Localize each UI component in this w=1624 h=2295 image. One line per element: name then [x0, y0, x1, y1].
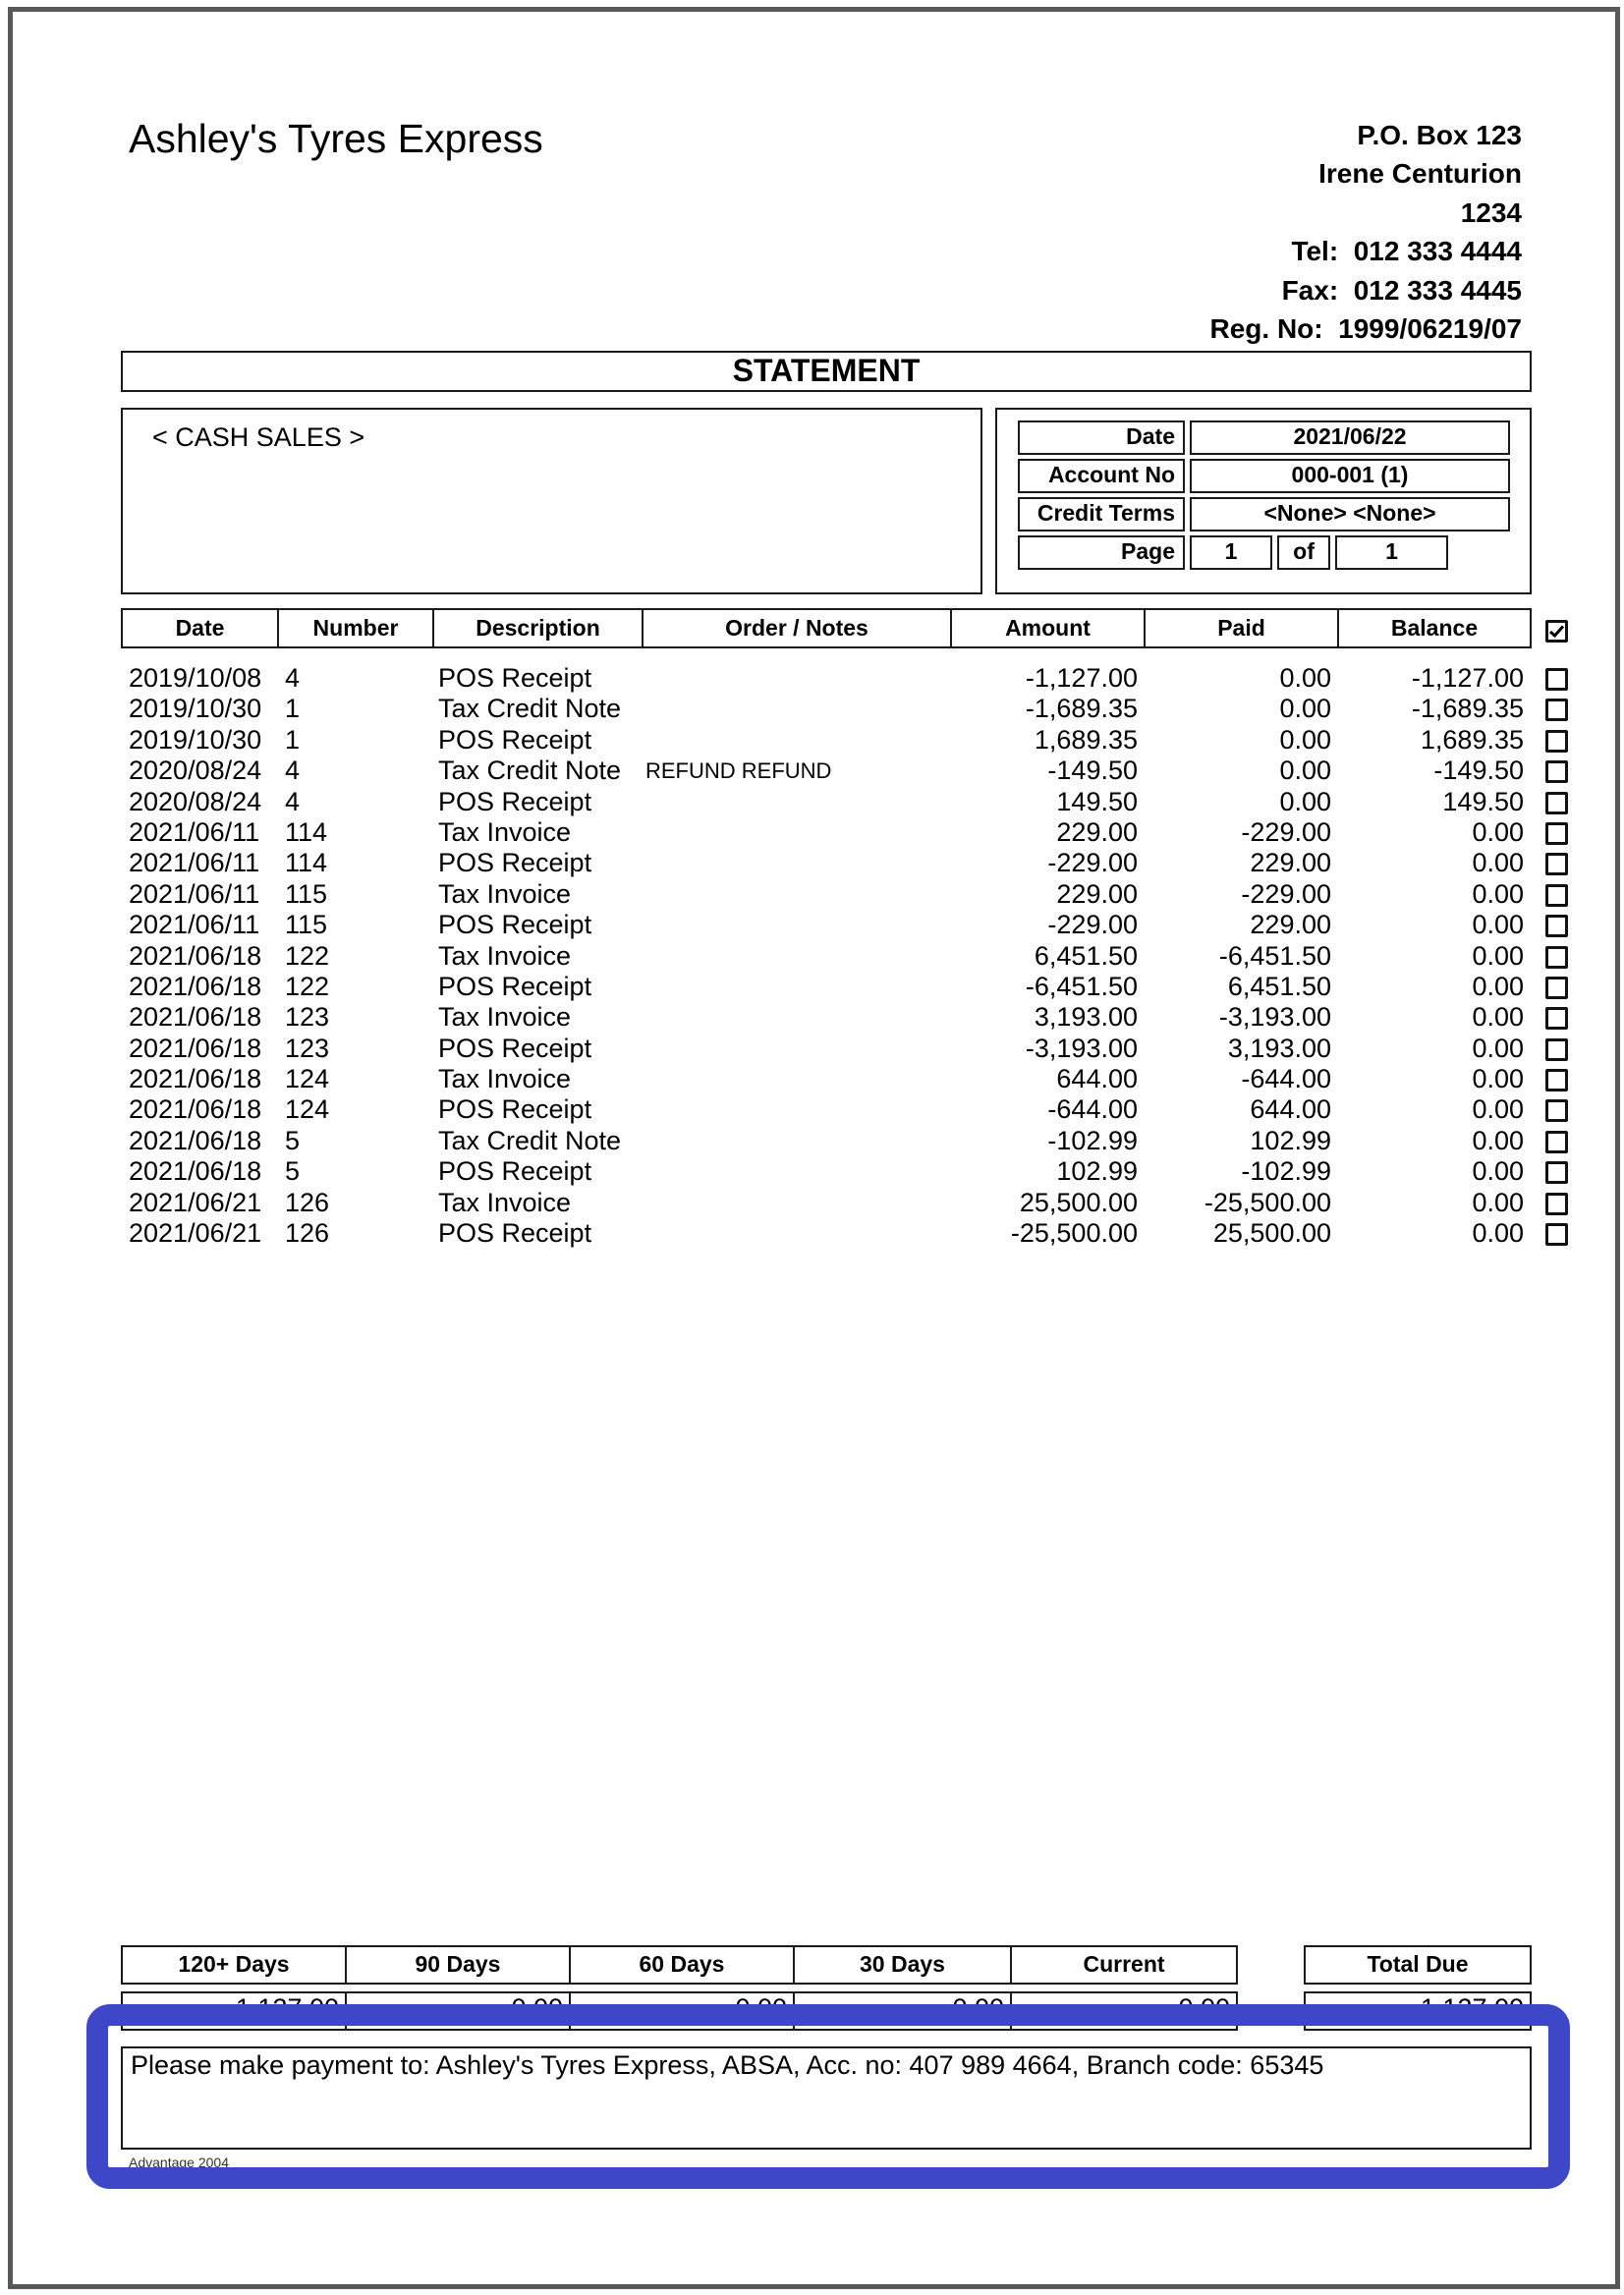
- row-amount: 229.00: [1056, 878, 1138, 909]
- row-paid: 0.00: [1279, 663, 1331, 693]
- header-order-notes: Order / Notes: [644, 610, 952, 646]
- row-amount: -1,689.35: [1025, 694, 1138, 724]
- row-date: 2019/10/08: [129, 663, 262, 693]
- row-description: Tax Invoice: [438, 940, 572, 971]
- row-amount: -6,451.50: [1025, 971, 1138, 1001]
- row-date: 2021/06/18: [129, 971, 262, 1001]
- row-number: 122: [285, 940, 330, 971]
- aging-header-current: Current: [1010, 1945, 1238, 1985]
- row-number: 5: [285, 1125, 301, 1155]
- row-checkbox[interactable]: [1545, 884, 1568, 907]
- row-description: POS Receipt: [438, 971, 592, 1001]
- row-paid: -229.00: [1241, 878, 1331, 909]
- row-description: Tax Invoice: [438, 1064, 572, 1094]
- table-row: [0, 787, 1624, 817]
- row-number: 5: [285, 1156, 301, 1187]
- aging-header-30: 30 Days: [793, 1945, 1012, 1985]
- header-amount: Amount: [952, 610, 1146, 646]
- row-balance: 0.00: [1472, 1218, 1524, 1249]
- row-description: Tax Invoice: [438, 878, 572, 909]
- row-number: 126: [285, 1187, 330, 1217]
- row-date: 2021/06/11: [129, 878, 260, 909]
- header-date: Date: [123, 610, 279, 646]
- table-row: [0, 1156, 1624, 1187]
- row-description: POS Receipt: [438, 1218, 592, 1249]
- account-no-label: Account No: [1018, 459, 1185, 493]
- table-row: [0, 972, 1624, 1002]
- credit-terms-value: <None> <None>: [1190, 497, 1510, 532]
- transactions-list: [0, 663, 1624, 1249]
- row-number: 4: [285, 786, 301, 816]
- row-checkbox[interactable]: [1545, 760, 1568, 783]
- company-name: Ashley's Tyres Express: [129, 116, 543, 161]
- address-line: P.O. Box 123: [1357, 120, 1522, 150]
- row-date: 2021/06/18: [129, 1094, 262, 1125]
- date-label: Date: [1018, 420, 1185, 455]
- row-paid: 0.00: [1279, 694, 1331, 724]
- fax: Fax: 012 333 4445: [1281, 274, 1522, 306]
- row-balance: -1,689.35: [1411, 694, 1524, 724]
- table-row: [0, 848, 1624, 878]
- address-line: 1234: [1460, 196, 1522, 228]
- row-balance: 0.00: [1472, 1002, 1524, 1033]
- row-date: 2021/06/21: [129, 1218, 262, 1249]
- row-number: 114: [285, 848, 328, 878]
- row-balance: 0.00: [1472, 1064, 1524, 1094]
- row-paid: 644.00: [1250, 1094, 1331, 1125]
- row-checkbox[interactable]: [1545, 1099, 1568, 1122]
- row-number: 114: [285, 816, 328, 847]
- header-balance: Balance: [1390, 615, 1479, 641]
- row-checkbox[interactable]: [1545, 977, 1568, 999]
- row-balance: -149.50: [1433, 756, 1524, 786]
- aging-header-total-due: Total Due: [1304, 1945, 1532, 1985]
- row-amount: -229.00: [1047, 848, 1138, 878]
- header-paid: Paid: [1146, 610, 1339, 646]
- row-date: 2020/08/24: [129, 756, 262, 786]
- row-checkbox[interactable]: [1545, 1069, 1568, 1092]
- row-checkbox[interactable]: [1545, 915, 1568, 937]
- aging-value-30: 0.00: [793, 1991, 1012, 2031]
- row-paid: 0.00: [1279, 786, 1331, 816]
- row-checkbox[interactable]: [1545, 1007, 1568, 1030]
- row-amount: 25,500.00: [1019, 1187, 1138, 1217]
- row-number: 1: [285, 724, 301, 755]
- row-description: POS Receipt: [438, 1033, 592, 1063]
- row-paid: 229.00: [1250, 848, 1331, 878]
- row-amount: 644.00: [1056, 1064, 1138, 1094]
- payment-instructions: Please make payment to: Ashley's Tyres Express, ABSA, Acc. no: 407 989 4664, Branch code: 65345: [131, 2050, 1324, 2080]
- table-row: [0, 1034, 1624, 1064]
- row-number: 115: [285, 878, 328, 909]
- row-paid: 0.00: [1279, 756, 1331, 786]
- row-description: POS Receipt: [438, 786, 592, 816]
- company-address: [1209, 116, 1522, 348]
- payment-instructions-box: [121, 2046, 1532, 2150]
- row-paid: 6,451.50: [1227, 971, 1331, 1001]
- row-paid: -6,451.50: [1218, 940, 1331, 971]
- row-checkbox[interactable]: [1545, 730, 1568, 753]
- row-date: 2021/06/11: [129, 848, 260, 878]
- row-number: 124: [285, 1094, 330, 1125]
- row-number: 115: [285, 910, 328, 940]
- customer-box: [121, 408, 982, 594]
- row-checkbox[interactable]: [1545, 822, 1568, 845]
- row-date: 2021/06/11: [129, 910, 260, 940]
- row-balance: 0.00: [1472, 1125, 1524, 1155]
- row-checkbox[interactable]: [1545, 853, 1568, 875]
- registration-number: Reg. No: 1999/06219/07: [1209, 313, 1522, 345]
- row-description: Tax Invoice: [438, 1002, 572, 1033]
- row-number: 123: [285, 1002, 330, 1033]
- row-balance: 0.00: [1472, 816, 1524, 847]
- row-checkbox[interactable]: [1545, 1193, 1568, 1215]
- row-description: Tax Invoice: [438, 1187, 572, 1217]
- table-row: [0, 817, 1624, 848]
- aging-header-90: 90 Days: [345, 1945, 571, 1985]
- row-paid: 0.00: [1279, 724, 1331, 755]
- document-title: STATEMENT: [121, 351, 1532, 392]
- row-number: 123: [285, 1033, 330, 1063]
- aging-value-total-due: 1,127.00: [1304, 1991, 1532, 2031]
- row-amount: -229.00: [1047, 910, 1138, 940]
- row-balance: 149.50: [1442, 786, 1524, 816]
- row-checkbox[interactable]: [1545, 1161, 1568, 1184]
- row-checkbox[interactable]: [1545, 668, 1568, 691]
- row-number: 126: [285, 1218, 330, 1249]
- row-number: 4: [285, 663, 301, 693]
- row-description: Tax Credit Note: [438, 694, 622, 724]
- telephone: Tel: 012 333 4444: [1291, 236, 1522, 267]
- statement-info-box: [995, 408, 1532, 594]
- select-all-checkbox[interactable]: [1545, 620, 1568, 643]
- row-date: 2021/06/11: [129, 816, 260, 847]
- table-row: [0, 1094, 1624, 1125]
- table-row: [0, 1064, 1624, 1094]
- row-description: Tax Credit Note: [438, 1125, 622, 1155]
- row-date: 2021/06/18: [129, 1002, 262, 1033]
- transactions-header: [121, 608, 1532, 648]
- table-row: [0, 663, 1624, 694]
- row-balance: 0.00: [1472, 1094, 1524, 1125]
- row-amount: -644.00: [1047, 1094, 1138, 1125]
- address-line: Irene Centurion: [1318, 158, 1522, 190]
- row-date: 2019/10/30: [129, 694, 262, 724]
- row-date: 2021/06/21: [129, 1187, 262, 1217]
- page-of: of: [1277, 535, 1330, 570]
- row-date: 2021/06/18: [129, 940, 262, 971]
- header-number: Number: [279, 610, 434, 646]
- row-amount: 3,193.00: [1034, 1002, 1138, 1033]
- row-date: 2019/10/30: [129, 724, 262, 755]
- row-balance: 0.00: [1472, 1156, 1524, 1187]
- aging-value-current: 0.00: [1010, 1991, 1238, 2031]
- row-paid: 3,193.00: [1227, 1033, 1331, 1063]
- row-number: 1: [285, 694, 301, 724]
- row-balance: 0.00: [1472, 910, 1524, 940]
- row-balance: 0.00: [1472, 1033, 1524, 1063]
- checkmark-icon: [1549, 625, 1564, 638]
- row-paid: 102.99: [1250, 1125, 1331, 1155]
- row-notes: REFUND REFUND: [645, 758, 832, 784]
- row-balance: 0.00: [1472, 1187, 1524, 1217]
- row-description: Tax Credit Note: [438, 756, 622, 786]
- table-row: [0, 1126, 1624, 1156]
- row-checkbox[interactable]: [1545, 792, 1568, 814]
- row-description: POS Receipt: [438, 1156, 592, 1187]
- row-balance: 0.00: [1472, 971, 1524, 1001]
- table-row: [0, 1002, 1624, 1033]
- account-no-value: 000-001 (1): [1190, 459, 1510, 493]
- row-paid: -644.00: [1241, 1064, 1331, 1094]
- row-paid: -25,500.00: [1204, 1187, 1331, 1217]
- row-amount: -102.99: [1047, 1125, 1138, 1155]
- customer-name: < CASH SALES >: [152, 422, 365, 452]
- row-description: POS Receipt: [438, 848, 592, 878]
- page-current: 1: [1190, 535, 1272, 570]
- row-balance: 1,689.35: [1420, 724, 1524, 755]
- page-label: Page: [1018, 535, 1185, 570]
- aging-value-60: 0.00: [569, 1991, 795, 2031]
- row-amount: 1,689.35: [1034, 724, 1138, 755]
- row-amount: -25,500.00: [1010, 1218, 1138, 1249]
- row-date: 2020/08/24: [129, 786, 262, 816]
- row-amount: 229.00: [1056, 816, 1138, 847]
- row-date: 2021/06/18: [129, 1033, 262, 1063]
- row-description: POS Receipt: [438, 910, 592, 940]
- aging-value-120: 1,127.00: [121, 1991, 347, 2031]
- credit-terms-label: Credit Terms: [1018, 497, 1185, 532]
- row-amount: -3,193.00: [1025, 1033, 1138, 1063]
- row-checkbox[interactable]: [1545, 699, 1568, 721]
- row-balance: 0.00: [1472, 940, 1524, 971]
- row-amount: 6,451.50: [1034, 940, 1138, 971]
- date-value: 2021/06/22: [1190, 420, 1510, 455]
- row-paid: 25,500.00: [1212, 1218, 1331, 1249]
- row-amount: -149.50: [1047, 756, 1138, 786]
- row-paid: 229.00: [1250, 910, 1331, 940]
- table-row: [0, 879, 1624, 910]
- row-checkbox[interactable]: [1545, 1038, 1568, 1061]
- row-date: 2021/06/18: [129, 1156, 262, 1187]
- row-number: 124: [285, 1064, 330, 1094]
- aging-value-90: 0.00: [345, 1991, 571, 2031]
- row-date: 2021/06/18: [129, 1125, 262, 1155]
- row-number: 4: [285, 756, 301, 786]
- table-row: [0, 941, 1624, 972]
- software-footer: Advantage 2004: [129, 2155, 229, 2170]
- row-description: POS Receipt: [438, 724, 592, 755]
- row-description: Tax Invoice: [438, 816, 572, 847]
- aging-header-120: 120+ Days: [121, 1945, 347, 1985]
- row-paid: -3,193.00: [1218, 1002, 1331, 1033]
- table-row: [0, 725, 1624, 756]
- row-checkbox[interactable]: [1545, 946, 1568, 969]
- row-amount: 102.99: [1056, 1156, 1138, 1187]
- row-checkbox[interactable]: [1545, 1223, 1568, 1246]
- page-total: 1: [1335, 535, 1448, 570]
- row-description: POS Receipt: [438, 663, 592, 693]
- header-description: Description: [434, 610, 644, 646]
- table-row: [0, 910, 1624, 940]
- row-paid: -102.99: [1241, 1156, 1331, 1187]
- row-amount: -1,127.00: [1025, 663, 1138, 693]
- row-amount: 149.50: [1056, 786, 1138, 816]
- aging-header-60: 60 Days: [569, 1945, 795, 1985]
- row-number: 122: [285, 971, 330, 1001]
- row-paid: -229.00: [1241, 816, 1331, 847]
- row-date: 2021/06/18: [129, 1064, 262, 1094]
- row-balance: 0.00: [1472, 878, 1524, 909]
- row-balance: 0.00: [1472, 848, 1524, 878]
- row-description: POS Receipt: [438, 1094, 592, 1125]
- row-checkbox[interactable]: [1545, 1131, 1568, 1153]
- row-balance: -1,127.00: [1411, 663, 1524, 693]
- table-row: [0, 1218, 1624, 1249]
- table-row: [0, 1188, 1624, 1218]
- table-row: [0, 756, 1624, 786]
- table-row: [0, 694, 1624, 724]
